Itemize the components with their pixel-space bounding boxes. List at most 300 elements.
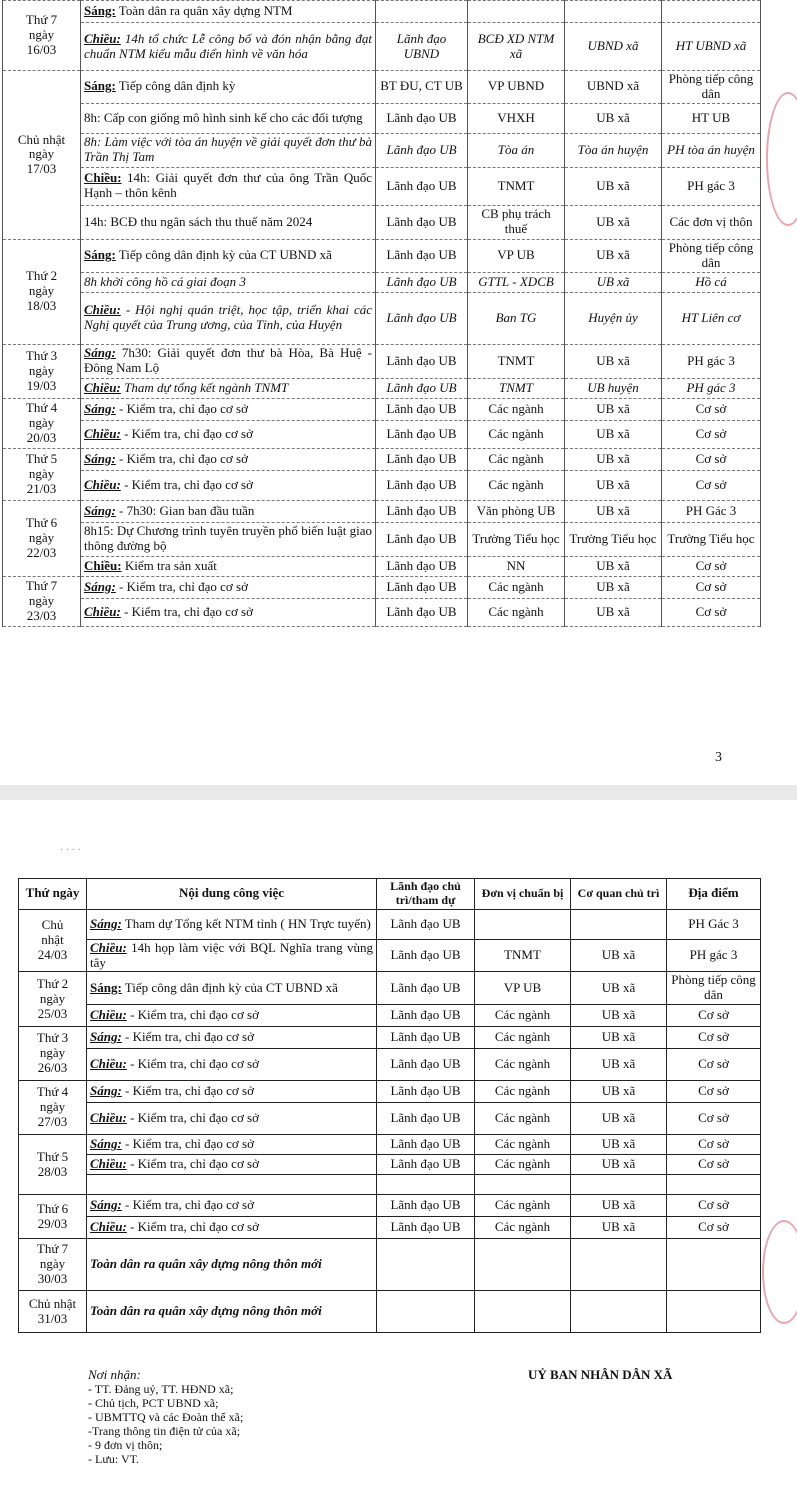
- recipient-item: - TT. Đảng uỷ, TT. HĐND xã;: [88, 1382, 234, 1396]
- day-line: Thứ 3: [36, 1030, 69, 1046]
- task-text: Toàn dân ra quân xây dựng nông thôn mới: [90, 1303, 322, 1319]
- prep-unit-cell: Các ngành: [468, 598, 565, 626]
- leader-cell: Lãnh đạo UB: [376, 133, 468, 167]
- leader-cell: Lãnh đạo UB: [377, 1103, 475, 1135]
- task-text: - Kiểm tra, chỉ đạo cơ sở: [120, 425, 253, 441]
- host-agency-cell: [571, 1239, 667, 1291]
- day-line: Thứ 7: [25, 12, 58, 28]
- location-cell: [662, 1, 761, 23]
- task-content: [81, 292, 376, 344]
- task-text: Toàn dân ra quân xây dựng NTM: [115, 3, 293, 19]
- day-cell: [19, 1239, 87, 1291]
- table-row: [19, 1217, 761, 1239]
- task-text: - 7h30: Gian ban đầu tuần: [115, 502, 255, 518]
- location-cell: Cơ sở: [662, 470, 761, 500]
- task-content: [81, 500, 376, 522]
- prep-unit-cell: Tòa án: [468, 133, 565, 167]
- prep-unit-cell: VP UB: [468, 239, 565, 272]
- location-cell: PH gác 3: [667, 939, 761, 972]
- location-cell: PH gác 3: [662, 344, 761, 378]
- task-content: [87, 1217, 377, 1239]
- session-label: Sáng:: [90, 1197, 122, 1213]
- task-text: 8h: Cấp con giống mô hình sinh kế cho các đối tượng: [84, 109, 363, 125]
- table-row: [3, 71, 761, 104]
- day-line: 17/03: [26, 161, 57, 177]
- table-row: [19, 1155, 761, 1175]
- table-row: [19, 972, 761, 1005]
- host-agency-cell: [571, 1175, 667, 1195]
- col-header-content: Nội dung công việc: [87, 879, 377, 910]
- task-content: [81, 23, 376, 71]
- host-agency-cell: UB xã: [565, 205, 662, 239]
- location-cell: Cơ sở: [667, 1081, 761, 1103]
- prep-unit-cell: [468, 1, 565, 23]
- prep-unit-cell: Ban TG: [468, 292, 565, 344]
- prep-unit-cell: GTTL - XDCB: [468, 272, 565, 292]
- task-text: Toàn dân ra quân xây dựng nông thôn mới: [90, 1256, 322, 1272]
- session-label: Sáng:: [84, 502, 116, 518]
- day-line: ngày: [28, 283, 55, 299]
- day-line: 24/03: [37, 947, 68, 962]
- task-text: 7h30: Giải quyết đơn thư bà Hòa, Bà Huệ - Đông Nam Lộ: [84, 345, 372, 376]
- host-agency-cell: UB xã: [565, 167, 662, 205]
- col-header-unit: Đơn vị chuẩn bị: [475, 879, 571, 910]
- day-line: Chủ nhật: [17, 131, 66, 147]
- prep-unit-cell: Các ngành: [468, 448, 565, 470]
- page-number: 3: [715, 750, 722, 765]
- recipient-item: - 9 đơn vị thôn;: [88, 1438, 163, 1452]
- host-agency-cell: Trường Tiểu học: [565, 522, 662, 556]
- task-text: 8h15: Dự Chương trình tuyên truyền phổ biến luật giao thông đường bộ: [84, 523, 372, 554]
- task-content: [81, 205, 376, 239]
- location-cell: PH tòa án huyện: [662, 133, 761, 167]
- day-line: ngày: [28, 465, 55, 481]
- host-agency-cell: UB xã: [565, 556, 662, 576]
- location-cell: Phòng tiếp công dân: [662, 71, 761, 104]
- leader-cell: Lãnh đạo UB: [377, 1195, 475, 1217]
- day-line: 18/03: [26, 298, 57, 314]
- leader-cell: Lãnh đạo UB: [377, 1005, 475, 1027]
- task-content: [81, 378, 376, 398]
- prep-unit-cell: Các ngành: [475, 1217, 571, 1239]
- location-cell: Cơ sở: [667, 1027, 761, 1049]
- table-row: [3, 23, 761, 71]
- table-row: [3, 598, 761, 626]
- task-content: [81, 71, 376, 104]
- day-line: 23/03: [26, 607, 57, 623]
- host-agency-cell: UB xã: [565, 448, 662, 470]
- leader-cell: Lãnh đạo UB: [377, 909, 475, 939]
- day-line: Thứ 6: [36, 1200, 69, 1216]
- host-agency-cell: UB xã: [571, 1005, 667, 1027]
- host-agency-cell: UB xã: [571, 939, 667, 972]
- location-cell: [667, 1175, 761, 1195]
- location-cell: HT UB: [662, 103, 761, 133]
- prep-unit-cell: TNMT: [468, 167, 565, 205]
- leader-cell: Lãnh đạo UB: [376, 420, 468, 448]
- location-cell: Cơ sở: [667, 1217, 761, 1239]
- host-agency-cell: UB xã: [565, 272, 662, 292]
- session-label: Chiều:: [90, 1056, 127, 1072]
- task-text: - Kiểm tra, chỉ đạo cơ sở: [120, 476, 253, 492]
- table-row: [19, 1135, 761, 1155]
- task-text: - Kiểm tra, chỉ đạo cơ sở: [121, 1029, 254, 1045]
- day-cell: [19, 1195, 87, 1239]
- session-label: Chiều:: [84, 557, 122, 573]
- recipient-item: - Chủ tịch, PCT UBND xã;: [88, 1396, 219, 1410]
- task-text: - Kiểm tra, chỉ đạo cơ sở: [120, 603, 253, 619]
- session-label: Sáng:: [90, 1136, 122, 1152]
- location-cell: Phòng tiếp công dân: [662, 239, 761, 272]
- col-header-leader: Lãnh đạo chủ trì/tham dự: [377, 879, 475, 910]
- leader-cell: Lãnh đạo UB: [376, 103, 468, 133]
- task-content: [81, 1, 376, 23]
- day-line: 16/03: [26, 41, 57, 57]
- task-content: [81, 576, 376, 598]
- task-content: [81, 522, 376, 556]
- prep-unit-cell: Các ngành: [475, 1195, 571, 1217]
- session-label: Sáng:: [90, 1083, 122, 1099]
- task-content: [81, 167, 376, 205]
- location-cell: Cơ sở: [667, 1135, 761, 1155]
- day-line: Thứ 6: [25, 514, 58, 530]
- leader-cell: BT ĐU, CT UB: [376, 71, 468, 104]
- prep-unit-cell: Văn phòng UB: [468, 500, 565, 522]
- day-line: ngày: [39, 1256, 66, 1272]
- task-content: [81, 344, 376, 378]
- task-text: 14h: BCĐ thu ngân sách thu thuế năm 2024: [84, 213, 313, 229]
- day-line: ngày: [28, 529, 55, 545]
- task-text: 14h họp làm việc với BQL Nghĩa trang vùng tây: [90, 939, 373, 970]
- prep-unit-cell: Các ngành: [475, 1155, 571, 1175]
- day-cell: [3, 398, 81, 448]
- table-row: [3, 292, 761, 344]
- location-cell: Hồ cá: [662, 272, 761, 292]
- task-content: [87, 1081, 377, 1103]
- task-text: - Kiểm tra, chỉ đạo cơ sở: [121, 1136, 254, 1152]
- task-text: - Kiểm tra, chỉ đạo cơ sở: [126, 1156, 259, 1172]
- day-cell: [3, 500, 81, 576]
- task-text: 14h: Giải quyết đơn thư của ông Trần Quốc Hạnh – thôn kênh: [84, 170, 372, 201]
- task-content: [81, 133, 376, 167]
- session-label: Sáng:: [90, 1029, 122, 1045]
- session-label: Sáng:: [84, 450, 116, 466]
- prep-unit-cell: [475, 1291, 571, 1333]
- location-cell: Trường Tiểu học: [662, 522, 761, 556]
- table-row: [19, 1239, 761, 1291]
- leader-cell: Lãnh đạo UB: [376, 344, 468, 378]
- leader-cell: Lãnh đạo UB: [377, 972, 475, 1005]
- day-cell: [3, 239, 81, 344]
- prep-unit-cell: Các ngành: [468, 576, 565, 598]
- day-line: ngày: [39, 1045, 66, 1061]
- task-text: - Kiểm tra, chỉ đạo cơ sở: [126, 1007, 259, 1023]
- recipient-item: - UBMTTQ và các Đoàn thể xã;: [88, 1410, 244, 1424]
- task-content: [81, 103, 376, 133]
- location-cell: Cơ sở: [667, 1195, 761, 1217]
- host-agency-cell: Huyện ủy: [565, 292, 662, 344]
- table-row: [3, 167, 761, 205]
- session-label: Sáng:: [84, 578, 116, 594]
- host-agency-cell: UB xã: [571, 1081, 667, 1103]
- prep-unit-cell: Các ngành: [475, 1005, 571, 1027]
- table-row: [3, 378, 761, 398]
- host-agency-cell: UB xã: [571, 1217, 667, 1239]
- task-content: [81, 556, 376, 576]
- host-agency-cell: UB xã: [571, 1155, 667, 1175]
- document-page-4: [0, 800, 797, 1500]
- day-cell: [3, 1, 81, 71]
- table-row: [19, 1049, 761, 1081]
- task-content: [81, 448, 376, 470]
- prep-unit-cell: Các ngành: [475, 1049, 571, 1081]
- day-line: Chủ: [41, 917, 64, 933]
- leader-cell: [376, 1, 468, 23]
- prep-unit-cell: Các ngành: [468, 420, 565, 448]
- leader-cell: Lãnh đạo UB: [377, 939, 475, 972]
- leader-cell: Lãnh đạo UB: [377, 1217, 475, 1239]
- table-row: [3, 133, 761, 167]
- leader-cell: Lãnh đạo UB: [376, 556, 468, 576]
- day-line: Thứ 5: [36, 1148, 69, 1164]
- task-content: [87, 1049, 377, 1081]
- day-cell: [19, 909, 87, 972]
- location-cell: Cơ sở: [667, 1155, 761, 1175]
- task-text: 8h: Làm việc với tòa án huyện về giải quyết đơn thư bà Trần Thị Tam: [84, 134, 372, 165]
- day-line: ngày: [28, 592, 55, 608]
- table-header-row: [19, 879, 761, 910]
- location-cell: Cơ sở: [662, 598, 761, 626]
- prep-unit-cell: Trường Tiểu học: [468, 522, 565, 556]
- task-content: [87, 1135, 377, 1155]
- day-line: ngày: [39, 1099, 66, 1115]
- day-line: ngày: [39, 990, 66, 1006]
- day-line: 20/03: [26, 429, 57, 445]
- session-label: Sáng:: [84, 247, 116, 263]
- table-row: [3, 205, 761, 239]
- host-agency-cell: UB xã: [565, 239, 662, 272]
- host-agency-cell: UB xã: [565, 103, 662, 133]
- day-line: 31/03: [37, 1310, 68, 1326]
- task-text: - Kiểm tra, chỉ đạo cơ sở: [126, 1110, 259, 1126]
- task-content: [87, 1103, 377, 1135]
- location-cell: Cơ sở: [662, 576, 761, 598]
- task-text: Tiếp công dân định kỳ của CT UBND xã: [115, 247, 332, 263]
- leader-cell: Lãnh đạo UB: [376, 448, 468, 470]
- recipient-item: -Trang thông tin điện tử của xã;: [88, 1424, 241, 1438]
- task-text: - Kiểm tra, chỉ đạo cơ sở: [121, 1083, 254, 1099]
- host-agency-cell: UB xã: [565, 398, 662, 420]
- day-line: nhật: [41, 932, 64, 948]
- task-content: [87, 1195, 377, 1217]
- location-cell: Cơ sở: [667, 1103, 761, 1135]
- session-label: Chiều:: [90, 1156, 127, 1172]
- task-text: Tiếp công dân định kỳ của CT UBND xã: [121, 979, 338, 995]
- leader-cell: Lãnh đạo UB: [376, 205, 468, 239]
- table-row: [3, 522, 761, 556]
- location-cell: Cơ sở: [662, 398, 761, 420]
- recipients-block: [88, 1368, 243, 1466]
- table-row: [3, 470, 761, 500]
- table-row: [3, 448, 761, 470]
- red-seal-stamp-icon: [766, 92, 797, 226]
- day-line: 27/03: [37, 1114, 68, 1130]
- task-text: - Kiểm tra, chỉ đạo cơ sở: [126, 1056, 259, 1072]
- location-cell: PH gác 3: [662, 167, 761, 205]
- prep-unit-cell: CB phụ trách thuế: [468, 205, 565, 239]
- leader-cell: Lãnh đạo UB: [376, 500, 468, 522]
- table-row: [3, 556, 761, 576]
- day-line: Thứ 3: [25, 347, 58, 363]
- recipients-list: [88, 1382, 243, 1466]
- task-content: [81, 470, 376, 500]
- leader-cell: Lãnh đạo UB: [376, 167, 468, 205]
- schedule-table-page-4: [18, 878, 761, 1333]
- red-seal-stamp-icon: [762, 1220, 797, 1324]
- leader-cell: Lãnh đạo UB: [377, 1135, 475, 1155]
- table-row: [3, 1, 761, 23]
- day-line: 30/03: [37, 1271, 68, 1287]
- day-cell: [3, 576, 81, 626]
- host-agency-cell: [571, 909, 667, 939]
- task-content: [81, 420, 376, 448]
- day-cell: [19, 1081, 87, 1135]
- task-text: - Kiểm tra, chỉ đạo cơ sở: [115, 578, 248, 594]
- leader-cell: Lãnh đạo UB: [376, 470, 468, 500]
- host-agency-cell: UB xã: [571, 1135, 667, 1155]
- leader-cell: Lãnh đạo UB: [376, 272, 468, 292]
- day-cell: [19, 1291, 87, 1333]
- prep-unit-cell: VP UBND: [468, 71, 565, 104]
- table-row: [3, 272, 761, 292]
- day-cell: [3, 448, 81, 500]
- session-label: Sáng:: [90, 915, 122, 931]
- session-label: Chiều:: [90, 1110, 127, 1126]
- prep-unit-cell: TNMT: [475, 939, 571, 972]
- task-content: [81, 272, 376, 292]
- host-agency-cell: UB xã: [565, 420, 662, 448]
- host-agency-cell: UB xã: [565, 470, 662, 500]
- table-row: [19, 1291, 761, 1333]
- session-label: Chiều:: [84, 425, 121, 441]
- session-label: Chiều:: [90, 1219, 127, 1235]
- leader-cell: Lãnh đạo UB: [376, 398, 468, 420]
- leader-cell: Lãnh đạo UB: [376, 576, 468, 598]
- host-agency-cell: UB xã: [571, 1027, 667, 1049]
- table-row: [3, 344, 761, 378]
- session-label: Chiều:: [90, 939, 127, 955]
- prep-unit-cell: VHXH: [468, 103, 565, 133]
- location-cell: Các đơn vị thôn: [662, 205, 761, 239]
- prep-unit-cell: [475, 909, 571, 939]
- leader-cell: [377, 1175, 475, 1195]
- day-line: Thứ 7: [25, 577, 58, 593]
- day-line: Thứ 4: [25, 399, 58, 415]
- task-content: [87, 1175, 377, 1195]
- task-text: - Kiểm tra, chỉ đạo cơ sở: [126, 1219, 259, 1235]
- leader-cell: Lãnh đạo UB: [376, 292, 468, 344]
- task-text: Tham dự tổng kết ngành TNMT: [120, 379, 289, 395]
- task-text: - Kiểm tra, chỉ đạo cơ sở: [115, 450, 248, 466]
- day-line: Thứ 2: [36, 976, 69, 991]
- table-row: [3, 239, 761, 272]
- location-cell: [667, 1239, 761, 1291]
- task-content: [87, 972, 377, 1005]
- task-content: [87, 1291, 377, 1333]
- leader-cell: [377, 1239, 475, 1291]
- prep-unit-cell: Các ngành: [475, 1103, 571, 1135]
- host-agency-cell: UB xã: [571, 1195, 667, 1217]
- table-row: [3, 500, 761, 522]
- table-row: [19, 909, 761, 939]
- host-agency-cell: UB xã: [565, 344, 662, 378]
- session-label: Sáng:: [90, 979, 122, 995]
- prep-unit-cell: [475, 1175, 571, 1195]
- session-label: Sáng:: [84, 400, 116, 416]
- session-label: Chiều:: [84, 476, 121, 492]
- task-content: [81, 598, 376, 626]
- prep-unit-cell: Các ngành: [468, 398, 565, 420]
- task-text: - Kiểm tra, chỉ đạo cơ sở: [121, 1197, 254, 1213]
- location-cell: PH gác 3: [662, 378, 761, 398]
- location-cell: Phòng tiếp công dân: [667, 972, 761, 1005]
- day-line: ngày: [28, 27, 55, 43]
- prep-unit-cell: Các ngành: [475, 1027, 571, 1049]
- table-row: [3, 103, 761, 133]
- day-line: Thứ 2: [25, 268, 58, 284]
- session-label: Chiều:: [84, 30, 121, 46]
- task-content: [87, 1239, 377, 1291]
- task-text: 14h tổ chức Lễ công bố và đón nhận bằng đạt chuẩn NTM kiểu mẫu điển hình về văn hóa: [84, 30, 372, 61]
- task-content: [81, 398, 376, 420]
- session-label: Chiều:: [84, 379, 121, 395]
- table-row: [19, 1195, 761, 1217]
- schedule-table-page-3: [2, 0, 761, 627]
- leader-cell: Lãnh đạo UB: [377, 1027, 475, 1049]
- prep-unit-cell: Các ngành: [468, 470, 565, 500]
- signature-title: UỶ BAN NHÂN DÂN XÃ: [528, 1367, 673, 1382]
- host-agency-cell: [571, 1291, 667, 1333]
- day-line: Chủ nhật: [28, 1295, 77, 1311]
- session-label: Sáng:: [84, 345, 116, 361]
- day-line: 19/03: [26, 377, 57, 393]
- leader-cell: Lãnh đạo UB: [377, 1155, 475, 1175]
- prep-unit-cell: NN: [468, 556, 565, 576]
- day-line: 22/03: [26, 544, 57, 560]
- location-cell: Cơ sở: [667, 1049, 761, 1081]
- recipients-title: Nơi nhận:: [88, 1367, 141, 1382]
- host-agency-cell: Tòa án huyện: [565, 133, 662, 167]
- day-line: 21/03: [26, 480, 57, 496]
- session-label: Chiều:: [90, 1007, 127, 1023]
- leader-cell: Lãnh đạo UB: [376, 598, 468, 626]
- prep-unit-cell: Các ngành: [475, 1135, 571, 1155]
- task-content: [87, 1005, 377, 1027]
- task-content: [87, 939, 377, 972]
- task-content: [87, 909, 377, 939]
- col-header-location: Địa điểm: [667, 879, 761, 910]
- leader-cell: Lãnh đạo UB: [376, 239, 468, 272]
- host-agency-cell: UB xã: [565, 598, 662, 626]
- task-content: [87, 1155, 377, 1175]
- prep-unit-cell: Các ngành: [475, 1081, 571, 1103]
- session-label: Sáng:: [84, 78, 116, 94]
- session-label: Chiều:: [84, 302, 121, 318]
- col-header-day: Thứ ngày: [19, 879, 87, 910]
- day-cell: [19, 1027, 87, 1081]
- task-text: Kiểm tra sản xuất: [121, 557, 217, 573]
- day-line: ngày: [28, 414, 55, 430]
